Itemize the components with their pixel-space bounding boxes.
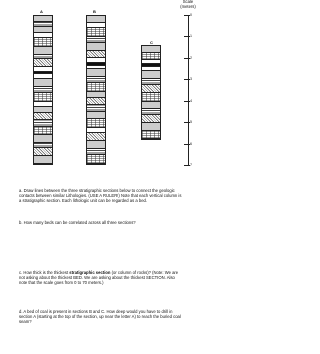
stratigraphic-column-a xyxy=(33,15,53,165)
scale-tick-label: 1 xyxy=(190,34,192,39)
scale-tick-label: 2 xyxy=(190,55,192,60)
column-label-b: B xyxy=(93,9,96,14)
stratum-brick xyxy=(87,83,105,92)
stratum-brick xyxy=(87,155,105,164)
question-c-text-after: (or column of rocks)? (Note: We are not asking about the thickest BED. We are asking about the thickest SECTION. Also note that the scale goes from 0 to 70 meters.) xyxy=(19,270,179,285)
stratum-brick xyxy=(34,127,52,136)
stratum-dots xyxy=(34,47,52,54)
scale-title: Scale xyxy=(182,0,194,4)
stratum-dots xyxy=(142,71,160,79)
stratum-dots xyxy=(87,112,105,119)
question-c xyxy=(19,270,182,285)
stratum-brick xyxy=(142,93,160,102)
stratum-brick xyxy=(34,93,52,102)
stratum-dots xyxy=(34,79,52,86)
question-a-text: a. Draw lines between the three stratigraphic sections below to connect the geologic contacts between similar Lithologies. (USE A RULER!) Note that each vertical column is a stratigraphic section. Each lithologic unit can be regarded as a bed. xyxy=(19,188,182,203)
stratum-dots xyxy=(87,141,105,148)
stratum-grid xyxy=(142,85,160,93)
stratum-grid xyxy=(87,133,105,142)
stratum-brick xyxy=(87,28,105,37)
stratum-dots xyxy=(87,69,105,76)
scale-axis xyxy=(188,15,189,165)
stratum-brick xyxy=(142,53,160,61)
question-d-text: d. A bed of coal is present in sections B and C. How deep would you have to drill in section A (starting at the top of the section, up near the letter A) to reach the buried coal seam? xyxy=(19,309,181,324)
question-b-text: b. How many beds can be correlated across all three sections? xyxy=(19,220,136,225)
column-label-c: C xyxy=(150,40,153,45)
stratigraphic-column-c xyxy=(141,45,161,140)
scale-tick-label: 0 xyxy=(190,13,192,17)
scale-units: (meters) xyxy=(180,3,196,9)
scale-tick-label: 3 xyxy=(190,77,192,82)
stratum-dots xyxy=(87,43,105,50)
scale-tick-label: 5 xyxy=(190,120,192,125)
stratum-grid xyxy=(34,59,52,66)
question-b xyxy=(19,220,182,225)
scale-heading xyxy=(176,0,200,9)
stratigraphic-column-b xyxy=(86,15,106,165)
scale-tick-label: 4 xyxy=(190,98,192,103)
question-c-text-bold: stratigraphic section xyxy=(69,270,111,275)
stratum-brick xyxy=(87,119,105,128)
scale-tick-label: 6 xyxy=(190,141,192,146)
scale-tick-label: 7 xyxy=(190,163,192,167)
stratum-dots xyxy=(87,16,105,23)
stratum-grid xyxy=(87,51,105,58)
stratum-grid xyxy=(34,113,52,120)
question-d xyxy=(19,309,182,324)
question-a xyxy=(19,188,182,203)
stratum-grid xyxy=(34,148,52,157)
stratum-grid xyxy=(142,115,160,123)
stratum-grid xyxy=(87,98,105,105)
stratum-dots xyxy=(142,123,160,131)
question-c-text-before: c. How thick is the thickest xyxy=(19,270,70,275)
stratum-dots xyxy=(34,135,52,142)
stratum-brick xyxy=(142,131,160,139)
stratum-dots xyxy=(34,156,52,163)
stratum-brick xyxy=(34,38,52,47)
column-label-a: A xyxy=(40,9,43,14)
